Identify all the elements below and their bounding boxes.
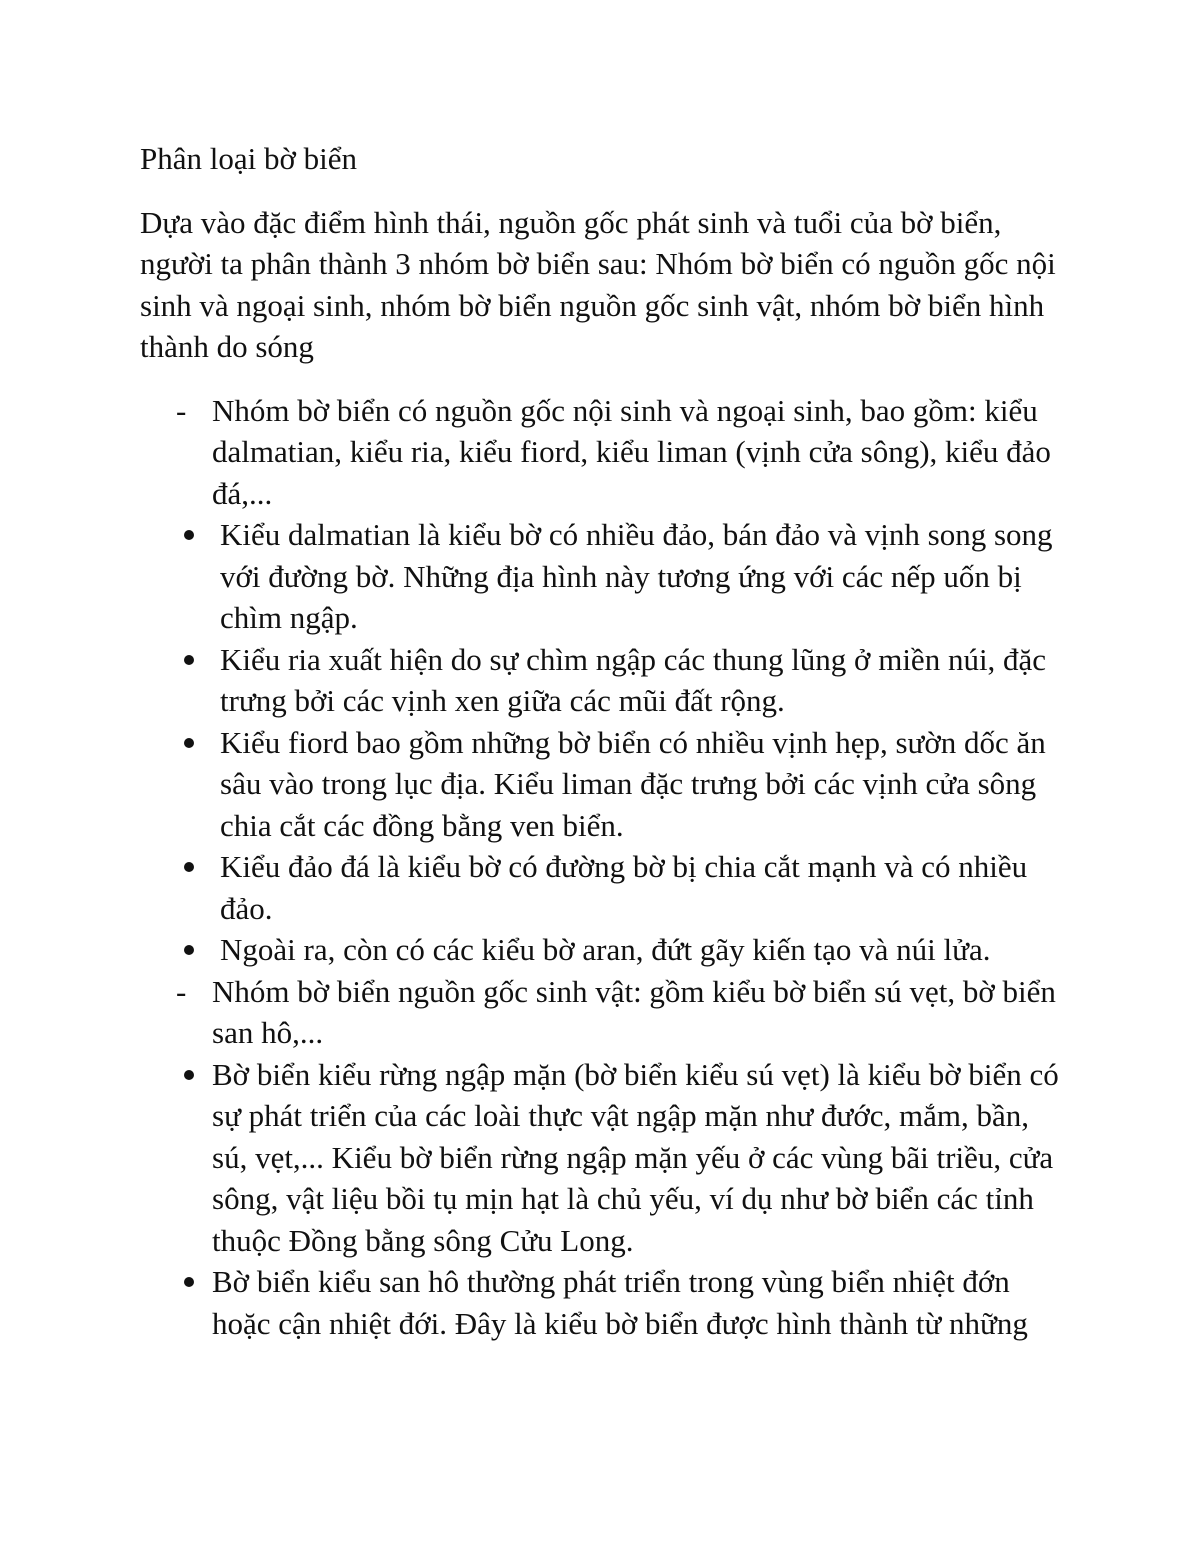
list-item-text: Nhóm bờ biển nguồn gốc sinh vật: gồm kiểu bờ biển sú vẹt, bờ biển san hô,... bbox=[212, 973, 1056, 1050]
list-item-text: Nhóm bờ biển có nguồn gốc nội sinh và ngoại sinh, bao gồm: kiểu dalmatian, kiểu ria, kiểu fiord, kiểu liman (vịnh cửa sông), kiểu đảo đá,... bbox=[212, 392, 1051, 511]
dash-marker: - bbox=[176, 392, 187, 428]
list-item-rocky-island bbox=[140, 846, 1070, 929]
list-item-endogenous-group bbox=[140, 390, 1070, 515]
list-item-coral bbox=[140, 1261, 1070, 1344]
bullet-icon bbox=[184, 945, 194, 955]
list-item-dalmatian bbox=[140, 514, 1070, 639]
list-item-text: Kiểu dalmatian là kiểu bờ có nhiều đảo, bán đảo và vịnh song song với đường bờ. Những địa hình này tương ứng với các nếp uốn bị chìm ngập. bbox=[220, 517, 1053, 635]
list-item-text: Kiểu ria xuất hiện do sự chìm ngập các thung lũng ở miền núi, đặc trưng bởi các vịnh xen giữa các mũi đất rộng. bbox=[220, 641, 1047, 718]
bullet-icon bbox=[184, 1277, 194, 1287]
dash-marker: - bbox=[176, 973, 187, 1009]
list-item-text: Bờ biển kiểu rừng ngập mặn (bờ biển kiểu sú vẹt) là kiểu bờ biển có sự phát triển của các loài thực vật ngập mặn như đước, mắm, bần, sú, vẹt,... Kiểu bờ biển rừng ngập mặn yếu ở các vùng bãi triều, cửa sông, vật liệu bồi tụ mịn hạt là chủ yếu, ví dụ như bờ biển các tỉnh thuộc Đồng bằng sông Cửu Long. bbox=[212, 1056, 1059, 1258]
list-item-other-types bbox=[140, 929, 1070, 971]
list-item-ria bbox=[140, 639, 1070, 722]
bullet-icon bbox=[184, 738, 194, 748]
list-item-biological-group bbox=[140, 971, 1070, 1054]
document-page bbox=[140, 138, 1070, 1344]
document-title: Phân loại bờ biển bbox=[140, 141, 357, 176]
bullet-icon bbox=[184, 862, 194, 872]
bullet-icon bbox=[184, 1070, 194, 1080]
classification-list bbox=[140, 390, 1070, 1345]
list-item-fiord bbox=[140, 722, 1070, 847]
list-item-mangrove bbox=[140, 1054, 1070, 1262]
bullet-icon bbox=[184, 655, 194, 665]
list-item-text: Kiểu fiord bao gồm những bờ biển có nhiều vịnh hẹp, sườn dốc ăn sâu vào trong lục địa. Kiểu liman đặc trưng bởi các vịnh cửa sông chia cắt các đồng bằng ven biển. bbox=[220, 724, 1046, 843]
list-item-text: Ngoài ra, còn có các kiểu bờ aran, đứt gãy kiến tạo và núi lửa. bbox=[220, 932, 991, 967]
list-item-text: Kiểu đảo đá là kiểu bờ có đường bờ bị chia cắt mạnh và có nhiều đảo. bbox=[220, 849, 1028, 926]
intro-paragraph: Dựa vào đặc điểm hình thái, nguồn gốc phát sinh và tuổi của bờ biển, người ta phân thành 3 nhóm bờ biển sau: Nhóm bờ biển có nguồn gốc nội sinh và ngoại sinh, nhóm bờ biển nguồn gốc sinh vật, nhóm bờ biển hình thành do sóng bbox=[140, 204, 1056, 364]
bullet-icon bbox=[184, 530, 194, 540]
list-item-text: Bờ biển kiểu san hô thường phát triển trong vùng biển nhiệt đớn hoặc cận nhiệt đới. Đây là kiểu bờ biển được hình thành từ những bbox=[212, 1264, 1028, 1341]
